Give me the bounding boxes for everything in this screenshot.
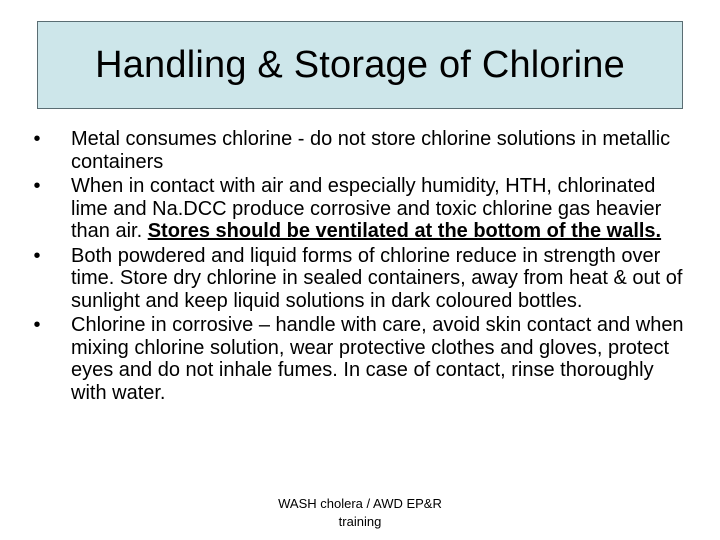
bullet-dot-icon: •	[33, 128, 41, 150]
bullet-item	[27, 245, 687, 313]
bullet-dot-icon: •	[33, 175, 41, 197]
bullet-emphasis-text: Stores should be ventilated at the bottom of the walls.	[147, 220, 662, 242]
bullet-text: Metal consumes chlorine - do not store chlorine solutions in metallic containers	[71, 128, 671, 173]
title-banner	[37, 21, 683, 109]
bullet-item	[27, 128, 687, 173]
slide-title: Handling & Storage of Chlorine	[95, 43, 625, 86]
bullet-dot-icon: •	[33, 244, 41, 267]
bullet-item	[27, 314, 687, 404]
footer-line: training	[338, 514, 382, 529]
bullet-text: Chlorine in corrosive – handle with care, avoid skin contact and when mixing chlorine solution, wear protective clothes and gloves, protect eyes and do not inhale fumes. In case of contact, rinse thoroughly with water.	[71, 314, 684, 404]
bullet-text: Both powdered and liquid forms of chlorine reduce in strength over time. Store dry chlorine in sealed containers, away from heat & out of sunlight and keep liquid solutions in dark coloured bottles.	[71, 244, 683, 312]
bullet-list	[27, 128, 687, 406]
slide-footer	[250, 495, 470, 531]
bullet-dot-icon: •	[33, 314, 41, 336]
bullet-item	[27, 175, 687, 243]
bullet-text: When in contact with air and especially humidity, HTH, chlorinated lime and Na.DCC produce corrosive and toxic chlorine gas heavier than air.	[71, 175, 662, 242]
footer-line: WASH cholera / AWD EP&R	[278, 496, 442, 511]
